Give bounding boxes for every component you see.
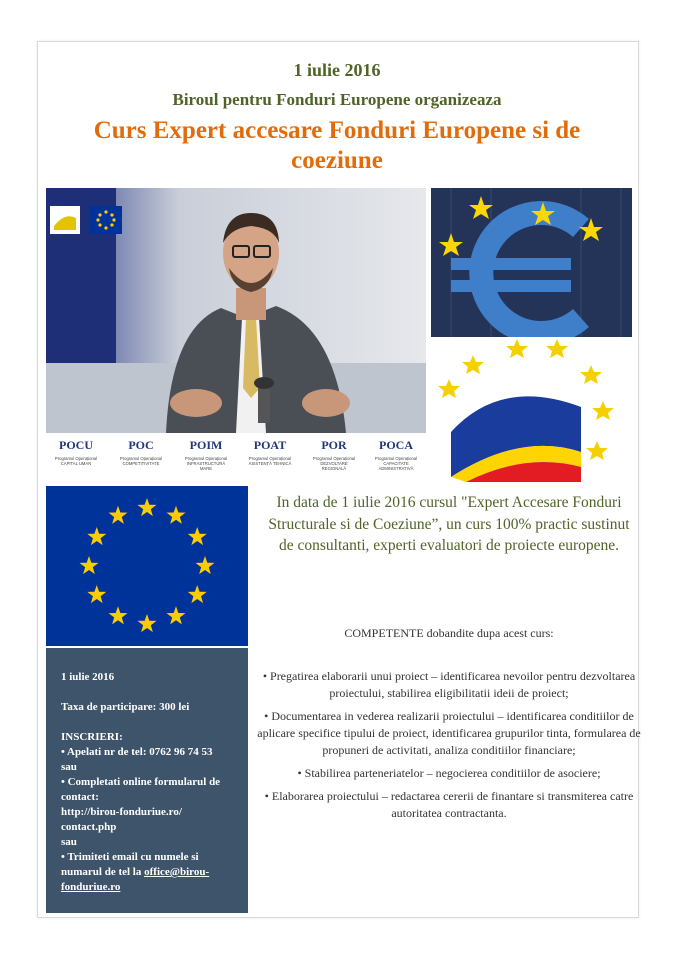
list-item: • Stabilirea parteneriatelor – negocierea conditiilor de asociere; [297, 766, 601, 780]
enroll-form: • Completati online formularul de contact: [61, 776, 221, 803]
enroll-heading: INSCRIERI: [61, 731, 123, 743]
email-link[interactable]: office@birou-fonduriue.ro [61, 866, 210, 893]
registration-info-box [46, 648, 248, 913]
intro-paragraph: In data de 1 iulie 2016 cursul "Expert Accesare Fonduri Structurale si de Coeziune”, un curs 100% practic sustinut de consultanti, experti evaluatori de proiecte europene. [268, 494, 630, 554]
program-desc: DEZVOLTARE [320, 461, 348, 466]
program-desc: ASISTENȚĂ TEHNICĂ [248, 461, 292, 466]
competente-list [256, 668, 642, 828]
enroll-or: sau [61, 836, 77, 848]
program-desc: CAPACITATE [383, 461, 409, 466]
program-desc: CAPITAL UMAN [60, 461, 92, 466]
program-desc: COMPETITIVITATE [122, 461, 160, 466]
enroll-phone: • Apelati nr de tel: 0762 96 74 53 [61, 746, 213, 758]
program-desc: Programul Operațional [184, 456, 228, 461]
event-date: 1 iulie 2016 [293, 60, 381, 80]
program-code: POR [321, 438, 347, 452]
presenter-photo [46, 188, 426, 474]
organizer-line: Biroul pentru Fonduri Europene organizeaza [172, 90, 502, 109]
list-item: • Elaborarea proiectului – redactarea cererii de finantare si transmiterea catre autoritatea contractanta. [264, 789, 634, 820]
enroll-email [61, 850, 234, 895]
romania-eu-logo [431, 337, 632, 482]
program-desc: REGIONALĂ [321, 466, 347, 471]
program-code: POCU [59, 438, 93, 452]
enroll-email-text: • Trimiteti email cu numele si numarul de tel la [61, 851, 199, 878]
program-code: POIM [189, 438, 223, 452]
program-desc: INFRASTRUCTURĂ [186, 461, 226, 466]
contact-url[interactable]: http://birou-fonduriue.ro/ contact.php [61, 806, 182, 833]
competente-heading: COMPETENTE dobandite dupa acest curs: [344, 626, 554, 640]
eu-flag-icon [46, 486, 248, 646]
euro-sign-photo [431, 188, 632, 337]
program-desc: Programul Operațional [119, 456, 163, 461]
program-code: POAT [253, 438, 287, 452]
course-title: Curs Expert accesare Fonduri Europene si de coeziune [93, 117, 581, 174]
enroll-or: sau [61, 761, 77, 773]
program-code: POCA [379, 438, 413, 452]
program-desc: Programul Operațional [54, 456, 98, 461]
program-desc: Programul Operațional [374, 456, 418, 461]
list-item: • Documentarea in vederea realizarii proiectului – identificarea conditiilor de aplicare specifice tipului de proiect, identificarea grupurilor tinta, formularea de propuneri de activitati, analiza conditiilor financiare; [257, 709, 641, 757]
list-item: • Pregatirea elaborarii unui proiect – identificarea nevoilor pentru dezvoltarea proiectului, stabilirea eligibilitatii ideii de proiect; [262, 669, 636, 700]
program-desc: Programul Operațional [248, 456, 292, 461]
info-date: 1 iulie 2016 [61, 671, 115, 683]
eu-flag-small-icon [90, 206, 122, 234]
program-desc: ADMINISTRATIVĂ [378, 466, 414, 471]
program-desc: Programul Operațional [312, 456, 356, 461]
participation-fee: Taxa de participare: 300 lei [61, 701, 190, 713]
program-desc: MARE [199, 466, 213, 471]
program-code: POC [128, 438, 154, 452]
